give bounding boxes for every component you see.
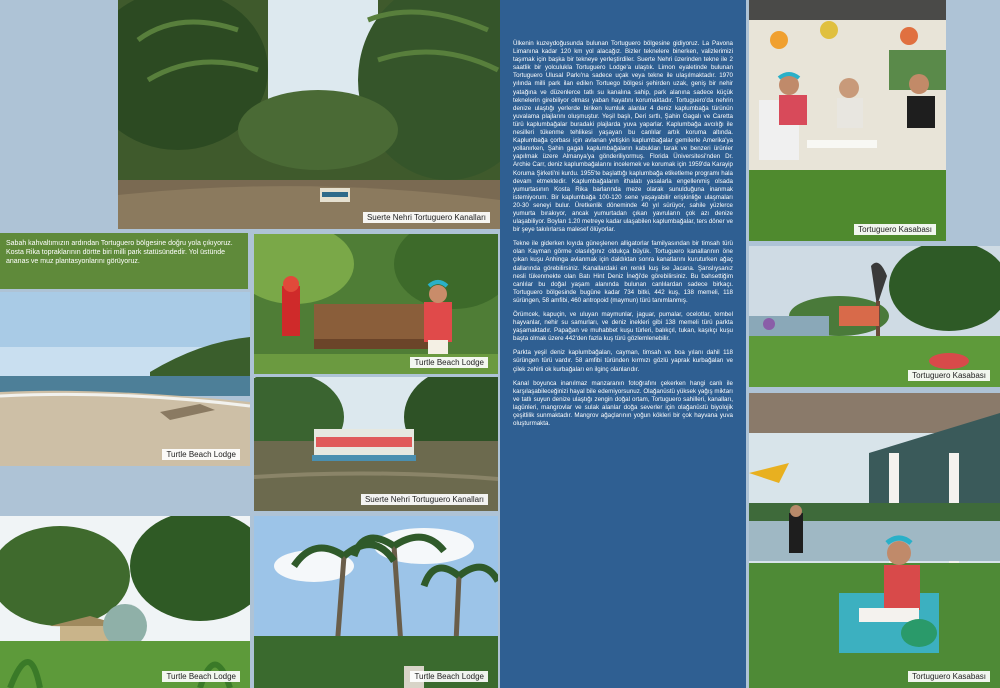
photo-caption: Turtle Beach Lodge [162,671,240,682]
article-paragraph: Ülkenin kuzeydoğusunda bulunan Tortuguero bölgesine gidiyoruz. La Pavona Limanına kadar 120 km yol alacağız. Bizler teknelere binerken, valizlerimizi taşımak için başka bir tekneye yerleştirdiler. Suerte Nehri üzerinden tekne ile 2 saatlik bir yolculukla Tortuguero Lodge'a ulaştık. Limon eyaletinde bulunan Tortuguero Ulusal Parkı'na sadece uçak veya tekne ile ulaşılmaktadır. 1970 yılında milli park ilan edilen Tortuego bölgesi şehirden uzak, geniş bir nehir yatağına ve düzenlerce tatlı su kanalına sahip, park alanına sadece küçük teknelerin girebiliyor olması yaban hayatını korumaktadır. Tortuguero'da nehrin denize ulaştığı yerlerde biriken kumluk alanlar 4 deniz kaplumbağa türünün yuvalama plajlarını oluşmuştur. Yeşil başlı, Deri sırtlı, Şahin Gagalı ve Caretta türü kaplumbağalar buradaki plajlarda yuva yaparlar. Kaplumbağa avcılığı ile nesilleri tükenme tehlikesi yaşayan bu canlılar artık koruma altında. Kaplumbağa çorbası için avlanan yetişkin kaplumbağalar gemilerle Amerika'ya yollanırken, Şahin gagalı kaplumbağaların kabukları tarak ve benzeri ürünler yapılmak üzere Almanya'ya gönderiliyormuş. Florida Üniversitesi'nden Dr. Archie Carr, deniz kaplumbağalarını incelemek ve korumak için 1959'da Karayip Koruma Şirketi'ni kurdu. 1955'te başlattığı kaplumbağa etiketleme programı hala devam etmektedir. Kaplumbağaların ithalatı yasalarla engellenmiş olsada yumurtasının Kosta Rika barlarında meze olarak sunulduğuna inanmak istemiyorum. Bir kaplumbağa 100-120 sene yaşayabilir erişkinliğe ulaşmaları 20-30 seneyi bulur. Üretkenlik döneminde 40 yıl sürüyor, sahile yüzlerce yumurta bırakıyor, ancak yumurtadan çıkan yavruların çok azı denize ulaşabiliyor. Boyları 1.20 metreye kadar ulaşabilen kaplumbağalar, ters döner ve bir şeye takılırlarsa malesef ölüyorlar. [513,40,733,234]
photo-kasabasi-village [749,246,1000,387]
photo-caption: Tortuguero Kasabası [908,671,990,682]
photo-kasabasi-cafe [749,0,946,241]
photo-caption: Turtle Beach Lodge [410,357,488,368]
article-paragraph: Kanal boyunca inanılmaz manzaranın fotoğrafını çekerken hangi canlı ile karşılaşabileceğinizi hayal bile edemiyorsunuz. Olağanüstü yüksek yağış miktarı ve tatlı suyun denize ulaştığı zengin doğal ortam, Tortuguero sahilleri, kanalları, lagünleri, mangrovlar ve sulak alanlar doğa severler için olağanüstü biyolojik çeşitlilik sunmaktadır. Mangrov ağaçlarının yoğun kökleri bir çok hayvana yuva oluşturmakta. [513,379,733,428]
photo-turtle-bench [254,234,498,374]
photo-beach [0,292,250,466]
photo-palms [254,516,498,688]
photo-caption: Suerte Nehri Tortuguero Kanalları [361,494,488,505]
article-paragraph: Parkta yeşil deniz kaplumbağaları, cayman, timsah ve boa yılanı dahil 118 sürüngen türü vardır. 58 amfibi türünden kırmızı gözlü yaprak kurbağaları ve çilek zehirli ok kurbağaları en ilginç olanlarıdır. [513,349,733,373]
photo-river-boat [254,377,498,511]
photo-caption: Suerte Nehri Tortuguero Kanalları [363,212,490,223]
article-paragraph: Tekne ile giderken kıyıda güneşlenen alligatorlar familyasından bir timsah türü olan Kayman görme olasılığınız oldukça büyük. Tortuguero kanallarının öne çıkan kuşu Anhinga avlanmak için daldıktan sonra kanatlarını kuruturken ağaç dallarında görebilirsiniz. Kanallardaki en renkli kuş ise Jacana. Şanslıysanız nesli tükenmekte olan Batı Hint Deniz İneği'de görebilirsiniz. Bu bahsettiğim canlılar bu doğal yaşam alanında bulunan canlılardan sadece birkaçı. Tortuguero bölgesinde bugüne kadar 734 bitki, 442 kuş, 138 memeli, 118 sürüngen, 58 amfibi, 460 antropoid (maymun) türü tanımlanmış. [513,240,733,304]
article-paragraph: Örümcek, kapuçin, ve uluyan maymunlar, jaguar, pumalar, ocelotlar, tembel hayvanlar, nehir su samurları, ve deniz inekleri gibi 138 memeli türü parkta yaşamaktadır. Papağan ve muhabbet kuşu türleri, balıkçıl, tukan, kaşıkçı kuşu başta olmak üzere 442'den fazla kuş türü gözlemlenebilir. [513,311,733,343]
photo-caption: Turtle Beach Lodge [162,449,240,460]
photo-caption: Tortuguero Kasabası [908,370,990,381]
photo-caption: Tortuguero Kasabası [854,224,936,235]
photo-caption: Turtle Beach Lodge [410,671,488,682]
photo-river-canal-top [118,0,500,229]
intro-box [0,233,248,289]
article-column [500,0,746,688]
intro-text: Sabah kahvaltımızın ardından Tortuguero bölgesine doğru yola çıkıyoruz. Kosta Rika topraklarının dörtte biri milli park statüsündedir. Yol üstünde ananas ve muz plantasyonlarını görüyoruz. [6,240,233,265]
article-text [513,40,733,434]
photo-kasabasi-porch [749,393,1000,688]
photo-lodge-garden [0,516,250,688]
